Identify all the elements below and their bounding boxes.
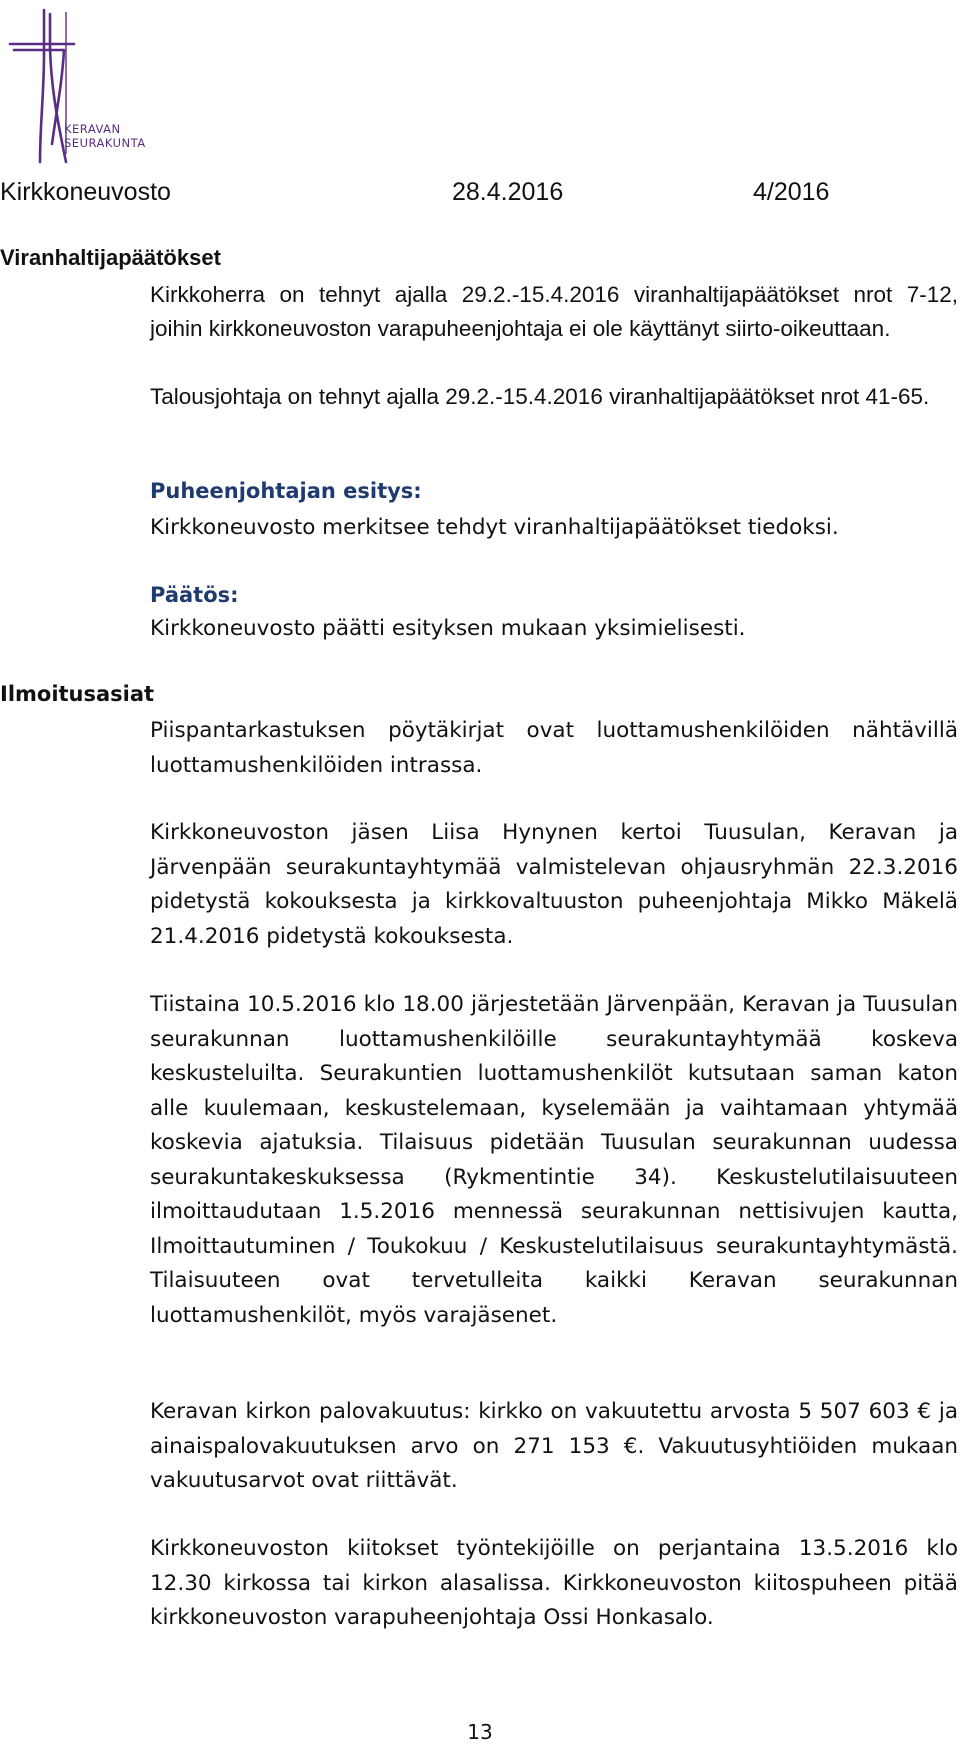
proposal-label: Puheenjohtajan esitys: <box>150 479 422 503</box>
header-number: 4/2016 <box>753 178 830 206</box>
section-title-viranhaltijapaatokset: Viranhaltijapäätökset <box>0 245 221 270</box>
proposal-text: Kirkkoneuvosto merkitsee tehdyt viranhaltijapäätökset tiedoksi. <box>150 515 839 540</box>
parish-logo <box>4 4 154 164</box>
notice-paragraph-2: Kirkkoneuvoston jäsen Liisa Hynynen kertoi Tuusulan, Keravan ja Järvenpään seurakuntayhtymää valmistelevan ohjausryhmän 22.3.2016 pidetystä kokouksesta ja kirkkovaltuuston puheenjohtaja Mikko Mäkelä 21.4.2016 pidetystä kokouksesta. <box>150 820 958 949</box>
decision-label: Päätös: <box>150 583 239 607</box>
logo-line-2: SEURAKUNTA <box>64 136 146 150</box>
notice-paragraph-1: Piispantarkastuksen pöytäkirjat ovat luottamushenkilöiden nähtävillä luottamushenkilöiden intrassa. <box>150 718 958 778</box>
notice-paragraph-3: Tiistaina 10.5.2016 klo 18.00 järjestetään Järvenpään, Keravan ja Tuusulan seurakunnan luottamushenkilöille seurakuntayhtymää koskeva keskusteluilta. Seurakuntien luottamushenkilöt kutsutaan saman katon alle kuulemaan, keskustelemaan, kyselemään ja vaihtamaan yhtymää koskevia ajatuksia. Tilaisuus pidetään Tuusulan seurakunnan uudessa seurakuntakeskuksessa (Rykmentintie 34). Keskustelutilaisuuteen ilmoittaudutaan 1.5.2016 mennessä seurakunnan nettisivujen kautta, Ilmoittautuminen / Toukokuu / Keskustelutilaisuus seurakuntayhtymästä. Tilaisuuteen ovat tervetulleita kaikki Keravan seurakunnan luottamushenkilöt, myös varajäsenet. <box>150 992 958 1328</box>
decisions-paragraph-1: Kirkkoherra on tehnyt ajalla 29.2.-15.4.2016 viranhaltijapäätökset nrot 7-12, joihin kirkkoneuvoston varapuheenjohtaja ei ole käyttänyt siirto-oikeuttaan. <box>150 282 958 341</box>
notice-paragraph-5: Kirkkoneuvoston kiitokset työntekijöille on perjantaina 13.5.2016 klo 12.30 kirkossa tai kirkon alasalissa. Kirkkoneuvoston kiitospuheen pitää kirkkoneuvoston varapuheenjohtaja Ossi Honkasalo. <box>150 1536 958 1630</box>
page-number: 13 <box>467 1720 493 1744</box>
header-body: Kirkkoneuvosto <box>0 178 171 206</box>
section-title-ilmoitusasiat: Ilmoitusasiat <box>0 682 155 706</box>
header-date: 28.4.2016 <box>452 178 564 206</box>
decision-text: Kirkkoneuvosto päätti esityksen mukaan yksimielisesti. <box>150 616 746 641</box>
logo-line-1: KERAVAN <box>64 122 121 136</box>
decisions-paragraph-2: Talousjohtaja on tehnyt ajalla 29.2.-15.4.2016 viranhaltijapäätökset nrot 41-65. <box>150 384 930 409</box>
logo-text <box>64 122 146 150</box>
notice-paragraph-4: Keravan kirkon palovakuutus: kirkko on vakuutettu arvosta 5 507 603 € ja ainaispalovakuutuksen arvo on 271 153 €. Vakuutusyhtiöiden mukaan vakuutusarvot ovat riittävät. <box>150 1399 958 1493</box>
